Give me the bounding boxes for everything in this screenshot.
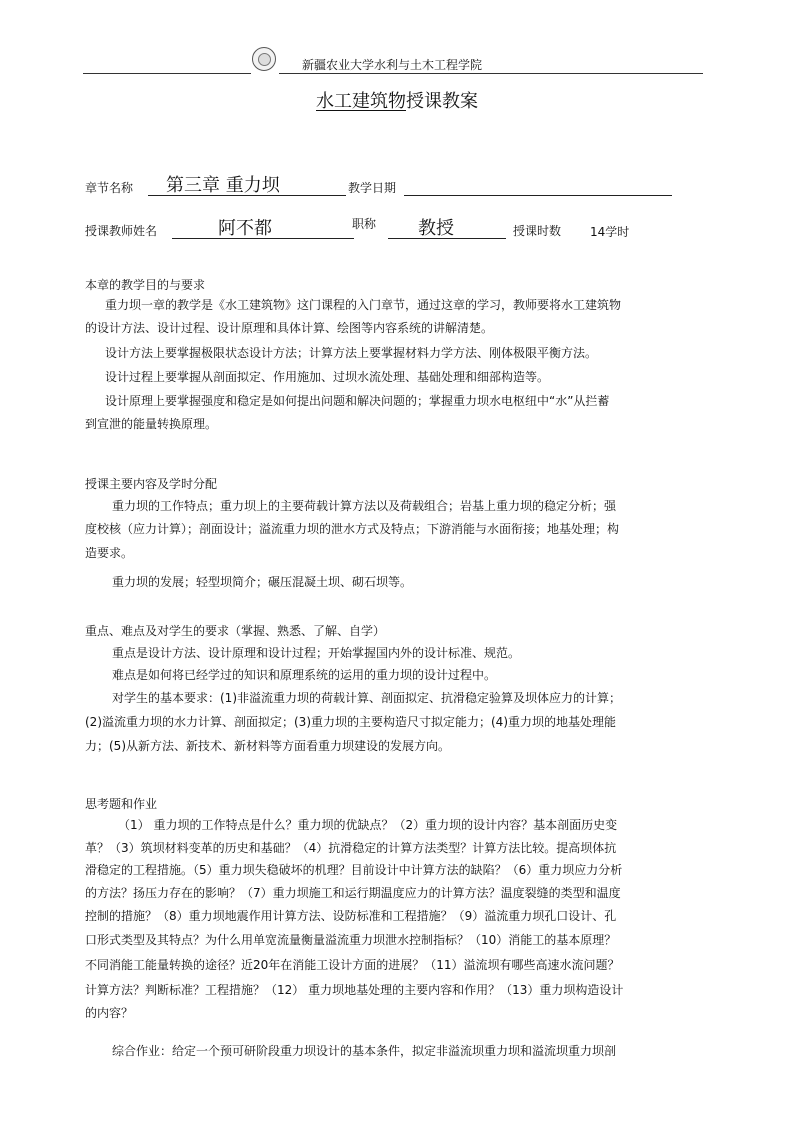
homework-line: 的内容？ — [85, 1006, 134, 1020]
key-points-line: 力；(5)从新方法、新技术、新材料等方面看重力坝建设的发展方向。 — [85, 739, 451, 753]
teacher-value: 阿不都 — [218, 218, 272, 239]
hours-label: 授课时数 — [513, 224, 562, 238]
homework-assignment: 综合作业：给定一个预可研阶段重力坝设计的基本条件，拟定非溢流坝重力坝和溢流坝重力坝剖 — [112, 1044, 617, 1058]
homework-line: 控制的措施？（8）重力坝地震作用计算方法、设防标准和工程措施？（9）溢流重力坝孔口设计、孔 — [85, 909, 617, 923]
homework-line: 的方法？扬压力存在的影响？（7）重力坝施工和运行期温度应力的计算方法？温度裂缝的类型和温度 — [85, 886, 621, 900]
content-line: 重力坝的工作特点；重力坝上的主要荷载计算方法以及荷载组合；岩基上重力坝的稳定分析；强 — [112, 499, 617, 513]
document-title — [0, 87, 794, 113]
header-rule-left — [83, 73, 251, 74]
date-field — [404, 175, 672, 196]
document-type: 授课教案 — [406, 91, 478, 112]
objectives-line: 到宣泄的能量转换原理。 — [85, 417, 218, 431]
key-points-line: (2)溢流重力坝的水力计算、剖面拟定；(3)重力坝的主要构造尺寸拟定能力；(4)重力坝的地基处理能 — [85, 715, 616, 729]
homework-line: 口形式类型及其特点？为什么用单宽流量衡量溢流重力坝泄水控制指标？（10）消能工的基本原理？ — [85, 933, 617, 947]
homework-line: 不同消能工能量转换的途径？近20年在消能工设计方面的进展？（11）溢流坝有哪些高速水流问题？ — [85, 958, 620, 972]
homework-heading: 思考题和作业 — [85, 797, 158, 811]
objectives-line: 重力坝一章的教学是《水工建筑物》这门课程的入门章节，通过这章的学习，教师要将水工建筑物 — [105, 298, 622, 312]
homework-line: 滑稳定的工程措施。（5）重力坝失稳破坏的机理？目前设计中计算方法的缺陷？（6）重力坝应力分析 — [85, 863, 623, 877]
chapter-label: 章节名称 — [85, 181, 134, 195]
date-label: 教学日期 — [348, 181, 397, 195]
teacher-label: 授课教师姓名 — [85, 224, 158, 238]
institution-name: 新疆农业大学水利与土木工程学院 — [302, 58, 483, 72]
rank-label: 职称 — [352, 217, 377, 231]
university-seal-icon — [252, 47, 276, 71]
header-rule-right — [279, 73, 703, 74]
key-points-line: 重点是设计方法、设计原理和设计过程；开始掌握国内外的设计标准、规范。 — [112, 646, 521, 660]
objectives-line: 设计原理上要掌握强度和稳定是如何提出问题和解决问题的；掌握重力坝水电枢纽中“水”从拦蓄 — [105, 394, 610, 408]
homework-line: （1） 重力坝的工作特点是什么？重力坝的优缺点？（2）重力坝的设计内容？基本剖面历史变 — [118, 818, 618, 832]
homework-line: 革？（3）筑坝材料变革的历史和基础？（4）抗滑稳定的计算方法类型？计算方法比较。提高坝体抗 — [85, 841, 617, 855]
content-line: 度校核（应力计算）；剖面设计；溢流重力坝的泄水方式及特点；下游消能与水面衔接；地基处理；构 — [85, 522, 620, 536]
objectives-line: 的设计方法、设计过程、设计原理和具体计算、绘图等内容系统的讲解清楚。 — [85, 321, 494, 335]
content-line: 造要求。 — [85, 546, 134, 560]
hours-value: 14学时 — [590, 225, 630, 239]
content-heading: 授课主要内容及学时分配 — [85, 477, 218, 491]
content-line: 重力坝的发展；轻型坝简介；碾压混凝土坝、砌石坝等。 — [112, 575, 413, 589]
rank-value: 教授 — [418, 218, 454, 239]
objectives-line: 设计过程上要掌握从剖面拟定、作用施加、过坝水流处理、基础处理和细部构造等。 — [105, 370, 550, 384]
course-name: 水工建筑物 — [316, 91, 406, 112]
key-points-heading: 重点、难点及对学生的要求（掌握、熟悉、了解、自学） — [85, 624, 386, 638]
objectives-line: 设计方法上要掌握极限状态设计方法；计算方法上要掌握材料力学方法、刚体极限平衡方法。 — [105, 346, 598, 360]
chapter-value: 第三章 重力坝 — [166, 175, 280, 196]
key-points-line: 难点是如何将已经学过的知识和原理系统的运用的重力坝的设计过程中。 — [112, 668, 497, 682]
homework-line: 计算方法？判断标准？工程措施？（12） 重力坝地基处理的主要内容和作用？（13）重力坝构造设计 — [85, 983, 624, 997]
objectives-heading: 本章的教学目的与要求 — [85, 278, 206, 292]
key-points-line: 对学生的基本要求：(1)非溢流重力坝的荷载计算、剖面拟定、抗滑稳定验算及坝体应力的计算； — [112, 691, 622, 705]
